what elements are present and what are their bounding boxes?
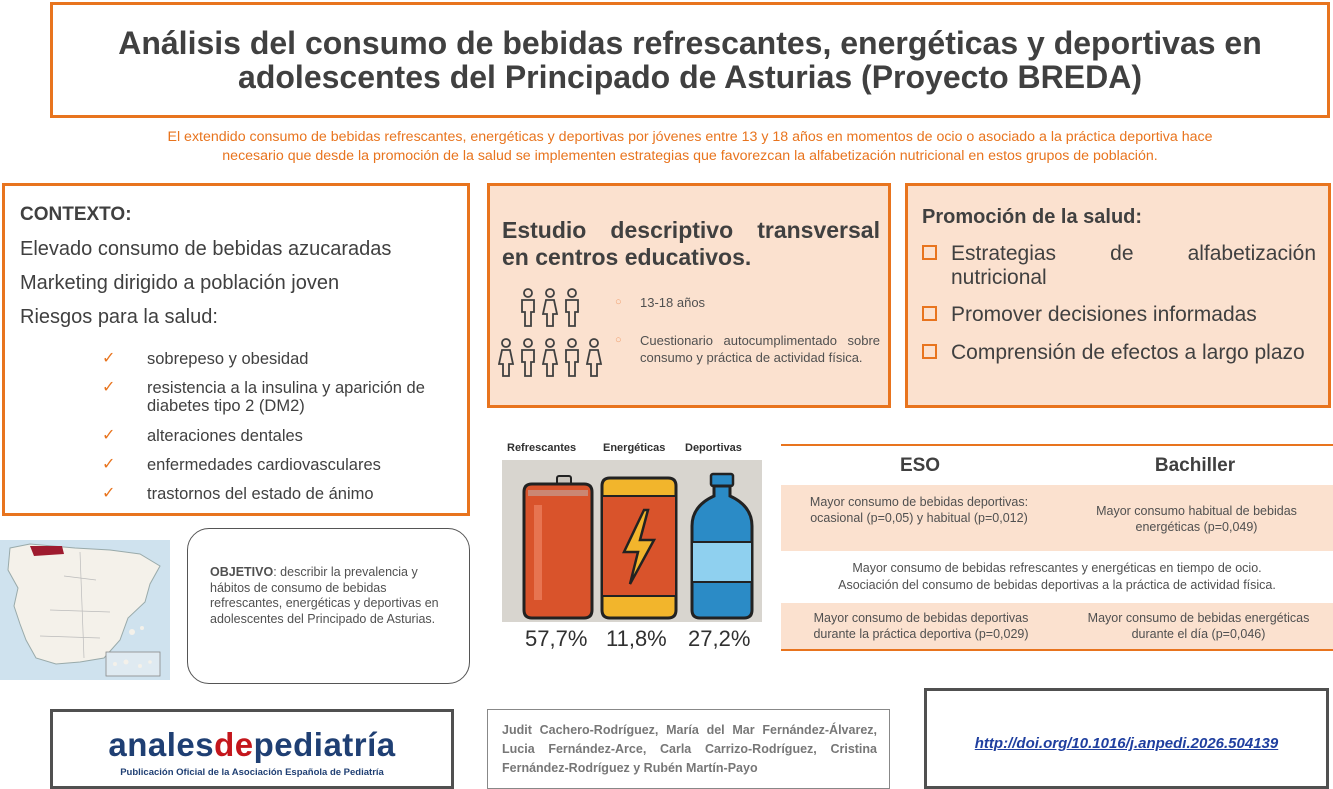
contexto-panel: CONTEXTO: Elevado consumo de bebidas azucaradas Marketing dirigido a población joven Riesgos para la salud: ✓ sobrepeso y obesidad ✓ resistencia a la insulina y aparición de diabetes tipo 2 (DM2) ✓ alteraciones dentales ✓ enfermedades cardiovasculares ✓ trastornos del estado de ánimo: [2, 183, 470, 516]
poster-title-line2: adolescentes del Principado de Asturias (Proyecto BREDA): [238, 59, 1142, 95]
objetivo-panel: [187, 528, 470, 684]
table-cell: Asociación del consumo de bebidas deportivas a la práctica de actividad física.: [838, 578, 1276, 592]
people-group-icon: [498, 288, 603, 383]
percent-energeticas: 11,8%: [606, 626, 667, 651]
table-cell: Mayor consumo de bebidas energéticas durante el día (p=0,046): [1087, 611, 1310, 641]
contexto-line: Riesgos para la salud:: [20, 306, 218, 328]
authors-text: Judit Cachero-Rodríguez, María del Mar Fernández-Álvarez, Lucia Fernández-Arce, Carla Carrizo-Rodríguez, Cristina Fernández-Rodríguez y Rubén Martín-Payo: [502, 723, 877, 775]
objetivo-label: OBJETIVO: [210, 565, 274, 579]
objetivo-body: : describir la prevalencia y hábitos de consumo de bebidas refrescantes, energéticas y deportivas en adolescentes del Principado de Asturias.: [210, 565, 439, 626]
soda-can-icon: [524, 476, 592, 618]
contexto-line: Marketing dirigido a población joven: [20, 272, 340, 294]
energy-can-icon: [602, 478, 676, 618]
check-icon: ✓: [102, 456, 116, 473]
intro-text: [60, 128, 1320, 166]
bullet-icon: ○: [615, 334, 622, 346]
spain-map: [0, 540, 170, 680]
contexto-title: CONTEXTO:: [20, 204, 132, 225]
table-bottom-rule: [781, 649, 1333, 651]
checkbox-square-icon: [922, 306, 937, 321]
estudio-item: Cuestionario autocumplimentado sobre consumo y práctica de actividad física.: [640, 333, 880, 365]
spain-map-icon: [0, 540, 170, 680]
journal-logo-box: [50, 709, 454, 789]
table-cell: Mayor consumo de bebidas deportivas: ocasional (p=0,05) y habitual (p=0,012): [809, 495, 1029, 525]
check-icon: ✓: [102, 427, 116, 444]
doi-link[interactable]: http://doi.org/10.1016/j.anpedi.2026.504139: [974, 735, 1279, 752]
objetivo-text: [210, 565, 450, 627]
promocion-item: Estrategias de alfabetización nutricional: [922, 242, 1317, 292]
table-row: [781, 485, 1333, 551]
percent-refrescantes: 57,7%: [525, 626, 588, 651]
checkbox-square-icon: [922, 245, 937, 260]
table-top-rule: [781, 444, 1333, 446]
drink-label-energeticas: Energéticas: [603, 442, 666, 454]
table-header-bachiller: Bachiller: [1154, 455, 1236, 476]
water-bottle-icon: [692, 474, 752, 618]
checkbox-square-icon: [922, 344, 937, 359]
promocion-panel: Promoción de la salud: Estrategias de alfabetización nutricional Promover decisiones informadas Comprensión de efectos a largo plazo: [905, 183, 1331, 408]
drink-label-refrescantes: Refrescantes: [507, 442, 577, 454]
table-header-eso: ESO: [899, 455, 941, 476]
bullet-icon: ○: [615, 296, 622, 308]
intro-line1: El extendido consumo de bebidas refrescantes, energéticas y deportivas por jóvenes entre 13 y 18 años en momentos de ocio o asociado a la práctica deportiva hace: [167, 129, 1213, 145]
table-cell: Mayor consumo habitual de bebidas energéticas (p=0,049): [1096, 504, 1297, 534]
estudio-title-line1: Estudio descriptivo transversal: [502, 217, 880, 243]
table-row: [781, 555, 1333, 599]
title-box: [50, 2, 1330, 118]
poster-title-line1: Análisis del consumo de bebidas refrescantes, energéticas y deportivas en: [118, 25, 1262, 61]
contexto-line: Elevado consumo de bebidas azucaradas: [20, 238, 392, 260]
drinks-svg: [502, 460, 762, 622]
table-row: [781, 603, 1333, 649]
table-cell: Mayor consumo de bebidas deportivas durante la práctica deportiva (p=0,029): [813, 611, 1029, 641]
check-icon: ✓: [102, 350, 116, 367]
doi-box: [924, 688, 1329, 789]
journal-logo: analesdepediatría: [108, 726, 396, 763]
check-icon: ✓: [102, 379, 116, 396]
promocion-title: Promoción de la salud:: [922, 206, 1143, 228]
table-cell: Mayor consumo de bebidas refrescantes y energéticas en tiempo de ocio.: [852, 561, 1262, 575]
authors-box: [487, 709, 890, 789]
estudio-item: 13-18 años: [640, 295, 706, 310]
estudio-panel: [487, 183, 891, 408]
estudio-title-line2: en centros educativos.: [502, 244, 752, 270]
percent-deportivas: 27,2%: [688, 626, 751, 651]
journal-subtitle: Publicación Oficial de la Asociación Española de Pediatría: [120, 767, 384, 778]
drink-label-deportivas: Deportivas: [685, 442, 742, 454]
intro-line2: necesario que desde la promoción de la salud se implementen estrategias que favorezcan la alfabetización nutricional en estos grupos de población.: [222, 148, 1158, 164]
check-icon: ✓: [102, 485, 116, 502]
drinks-illustration: [502, 460, 762, 622]
